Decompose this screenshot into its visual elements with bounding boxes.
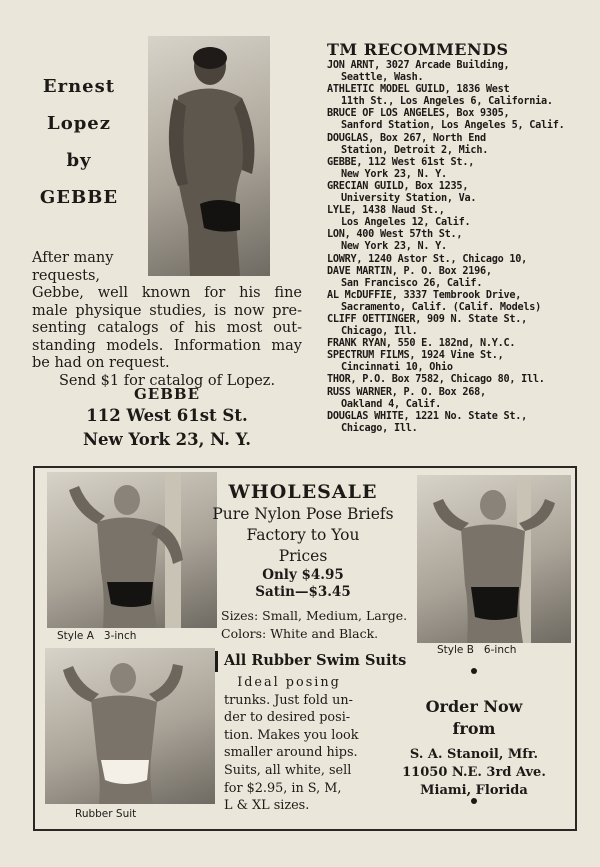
wholesale-sub-1: Pure Nylon Pose Briefs bbox=[212, 505, 394, 523]
swim-line-4: tion. Makes you look bbox=[224, 727, 359, 743]
tm-entry: AL McDUFFIE, 3337 Tembrook Drive, bbox=[327, 289, 522, 301]
catalog-offer: Send $1 for catalog of Lopez. bbox=[58, 372, 276, 389]
title-line-surname: Lopez bbox=[47, 113, 111, 134]
body-line-5: senting catalogs of his most out- bbox=[32, 320, 302, 336]
order-from: from bbox=[452, 719, 496, 738]
tm-entry: LYLE, 1438 Naud St., bbox=[327, 205, 445, 217]
tm-entry: LON, 400 West 57th St., bbox=[327, 229, 463, 241]
wholesale-heading: WHOLESALE bbox=[228, 481, 378, 503]
gebbe-address bbox=[32, 385, 302, 452]
style-a-photo bbox=[47, 472, 217, 628]
gebbe-ad-body bbox=[32, 250, 302, 390]
wholesale-sub-3: Prices bbox=[278, 547, 328, 565]
order-company: S. A. Stanoil, Mfr. bbox=[409, 747, 539, 762]
sizes-colors bbox=[221, 607, 411, 643]
tm-entry: GEBBE, 112 West 61st St., bbox=[327, 156, 475, 168]
tm-entry: THOR, P.O. Box 7582, Chicago 80, Ill. bbox=[327, 374, 545, 386]
tm-entry: CLIFF OETTINGER, 909 N. State St., bbox=[327, 313, 528, 325]
tm-entry-continuation: Sacramento, Calif. (Calif. Models) bbox=[341, 301, 542, 313]
wholesale-sub-2: Factory to You bbox=[246, 526, 360, 544]
tm-entry-continuation: 11th St., Los Angeles 6, California. bbox=[341, 96, 553, 108]
tm-entry-continuation: Sanford Station, Los Angeles 5, Calif. bbox=[341, 120, 565, 132]
title-line-by: by bbox=[66, 150, 92, 171]
tm-entry-continuation: New York 23, N. Y. bbox=[341, 168, 447, 180]
address-name: GEBBE bbox=[133, 385, 201, 403]
order-now: Order Now bbox=[425, 697, 523, 716]
body-line-4: male physique studies, is now pre- bbox=[32, 302, 302, 319]
tm-entry-continuation: Cincinnati 10, Ohio bbox=[341, 362, 453, 374]
swim-line-1: Ideal posing bbox=[237, 675, 341, 690]
tm-recommends-list bbox=[327, 60, 577, 435]
body-line-2: requests, bbox=[32, 267, 101, 284]
swim-heading-bar bbox=[215, 651, 218, 672]
order-dot-top bbox=[471, 668, 477, 674]
tm-entry-continuation: Seattle, Wash. bbox=[341, 72, 424, 84]
price-nylon: Only $4.95 bbox=[262, 567, 344, 583]
tm-entry-continuation: University Station, Va. bbox=[341, 193, 477, 205]
swim-description bbox=[224, 674, 359, 815]
tm-entry-continuation: Chicago, Ill. bbox=[341, 422, 418, 434]
body-line-3: Gebbe, well known for his fine bbox=[32, 285, 302, 301]
tm-recommends-title: TM RECOMMENDS bbox=[327, 40, 509, 59]
swim-line-5: smaller around hips. bbox=[224, 745, 358, 761]
tm-entry: LOWRY, 1240 Astor St., Chicago 10, bbox=[327, 253, 528, 265]
order-city: Miami, Florida bbox=[420, 783, 528, 798]
order-dot-bottom bbox=[471, 798, 477, 804]
address-city: New York 23, N. Y. bbox=[82, 430, 252, 449]
swim-line-2: trunks. Just fold un- bbox=[224, 692, 353, 708]
tm-entry-continuation: Chicago, Ill. bbox=[341, 326, 418, 338]
title-line-photographer: GEBBE bbox=[39, 187, 119, 208]
swim-line-7: for $2.95, in S, M, bbox=[224, 780, 342, 796]
caption-style-b: Style B 6-inch bbox=[437, 644, 517, 656]
colors-text: Colors: White and Black. bbox=[221, 626, 379, 641]
lopez-photo bbox=[148, 36, 270, 276]
body-line-7: be had on request. bbox=[32, 355, 170, 371]
tm-entry-continuation: Los Angeles 12, Calif. bbox=[341, 217, 471, 229]
wholesale-center bbox=[195, 480, 411, 601]
caption-rubber-suit: Rubber Suit bbox=[75, 808, 137, 820]
body-line-1: After many bbox=[32, 250, 114, 266]
rubber-suit-photo bbox=[45, 648, 215, 804]
order-street: 11050 N.E. 3rd Ave. bbox=[402, 765, 546, 780]
wholesale-ad-box bbox=[33, 466, 577, 831]
tm-entry: BRUCE OF LOS ANGELES, Box 9305, bbox=[327, 108, 510, 120]
tm-entry-continuation: San Francisco 26, Calif. bbox=[341, 277, 483, 289]
swim-heading: All Rubber Swim Suits bbox=[224, 652, 407, 669]
tm-entry: SPECTRUM FILMS, 1924 Vine St., bbox=[327, 350, 504, 362]
price-satin: Satin—$3.45 bbox=[255, 584, 351, 600]
order-block bbox=[379, 696, 569, 800]
tm-entry: DOUGLAS, Box 267, North End bbox=[327, 132, 486, 144]
tm-entry: DAVE MARTIN, P. O. Box 2196, bbox=[327, 265, 492, 277]
title-line-name: Ernest bbox=[42, 76, 116, 97]
address-street: 112 West 61st St. bbox=[86, 406, 248, 425]
tm-entry: DOUGLAS WHITE, 1221 No. State St., bbox=[327, 410, 528, 422]
body-line-6: standing models. Information may bbox=[32, 337, 302, 354]
tm-entry: FRANK RYAN, 550 E. 182nd, N.Y.C. bbox=[327, 338, 516, 350]
swim-line-6: Suits, all white, sell bbox=[224, 762, 352, 778]
swim-line-3: der to desired posi- bbox=[224, 710, 351, 726]
tm-entry: ATHLETIC MODEL GUILD, 1836 West bbox=[327, 84, 510, 96]
gebbe-ad-title bbox=[25, 68, 133, 216]
tm-entry-continuation: Station, Detroit 2, Mich. bbox=[341, 144, 489, 156]
caption-style-a: Style A 3-inch bbox=[57, 630, 137, 642]
tm-entry: JON ARNT, 3027 Arcade Building, bbox=[327, 60, 510, 71]
tm-entry-continuation: Oakland 4, Calif. bbox=[341, 398, 442, 410]
tm-entry: GRECIAN GUILD, Box 1235, bbox=[327, 180, 469, 192]
sizes-text: Sizes: Small, Medium, Large. bbox=[221, 608, 408, 623]
tm-entry-continuation: New York 23, N. Y. bbox=[341, 241, 447, 253]
swim-line-8: L & XL sizes. bbox=[224, 798, 310, 814]
tm-entry: RUSS WARNER, P. O. Box 268, bbox=[327, 386, 486, 398]
style-b-photo bbox=[417, 475, 571, 643]
